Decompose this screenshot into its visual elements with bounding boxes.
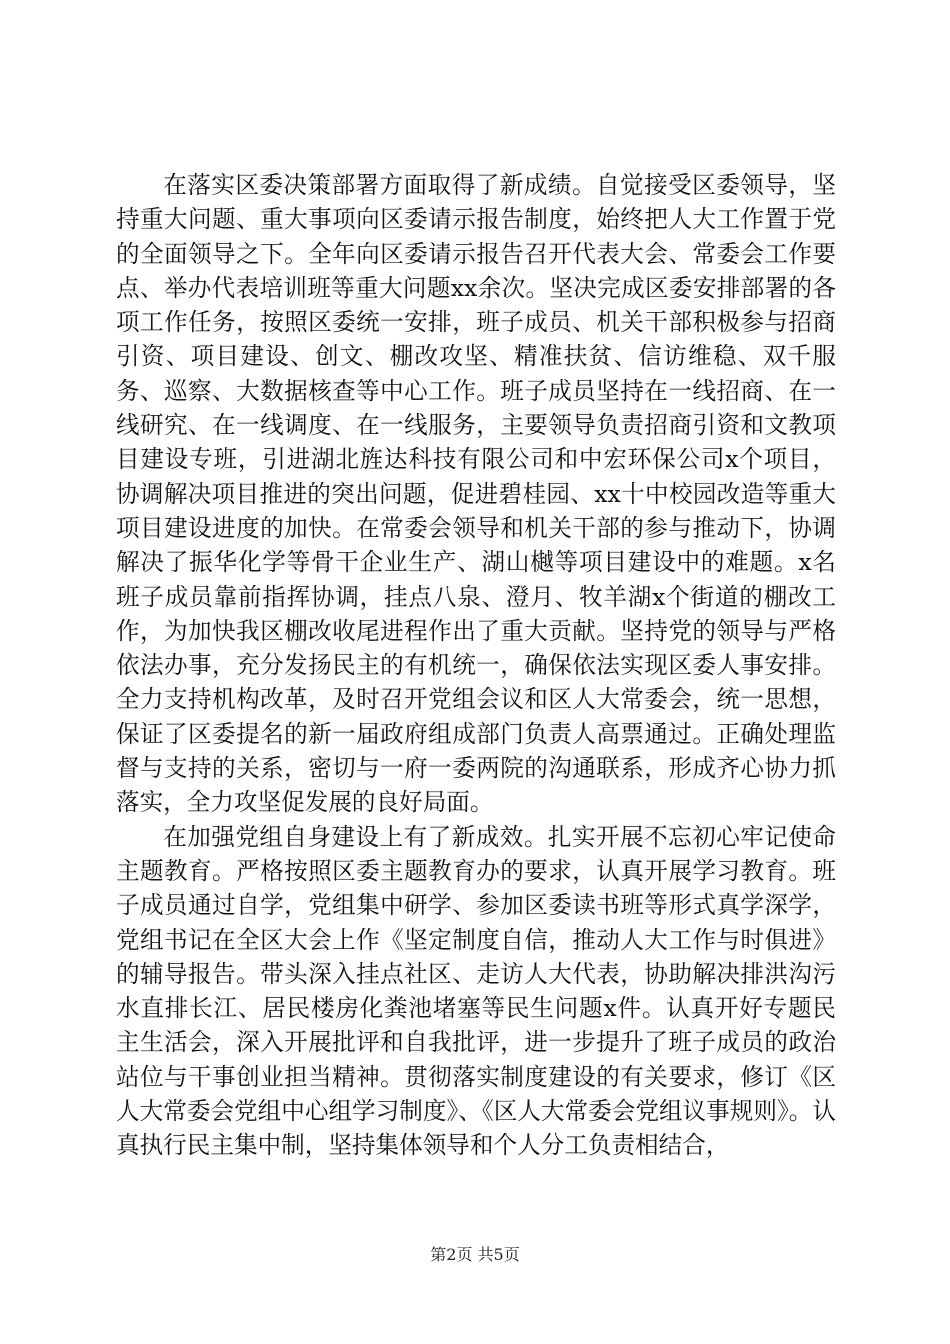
page-footer: 第2页 共5页: [430, 1245, 520, 1264]
document-body: [116, 168, 836, 1163]
paragraph-party-decisions: 在落实区委决策部署方面取得了新成绩。自觉接受区委领导，坚持重大问题、重大事项向区委请示报告制度，始终把人大工作置于党的全面领导之下。全年向区委请示报告召开代表大会、常委会工作要点、举办代表培训班等重大问题xx余次。坚决完成区委安排部署的各项工作任务，按照区委统一安排，班子成员、机关干部积极参与招商引资、项目建设、创文、棚改攻坚、精准扶贫、信访维稳、双千服务、巡察、大数据核查等中心工作。班子成员坚持在一线招商、在一线研究、在一线调度、在一线服务，主要领导负责招商引资和文教项目建设专班，引进湖北旌达科技有限公司和中宏环保公司x个项目，协调解决项目推进的突出问题，促进碧桂园、xx十中校园改造等重大项目建设进度的加快。在常委会领导和机关干部的参与推动下，协调解决了振华化学等骨干企业生产、湖山樾等项目建设中的难题。x名班子成员靠前指挥协调，挂点八泉、澄月、牧羊湖x个街道的棚改工作，为加快我区棚改收尾进程作出了重大贡献。坚持党的领导与严格依法办事，充分发扬民主的有机统一，确保依法实现区委人事安排。全力支持机构改革，及时召开党组会议和区人大常委会，统一思想，保证了区委提名的新一届政府组成部门负责人高票通过。正确处理监督与支持的关系，密切与一府一委两院的沟通联系，形成齐心协力抓落实，全力攻坚促发展的良好局面。: [116, 171, 836, 817]
paragraph-party-building: 在加强党组自身建设上有了新成效。扎实开展不忘初心牢记使命主题教育。严格按照区委主题教育办的要求，认真开展学习教育。班子成员通过自学，党组集中研学、参加区委读书班等形式真学深学，党组书记在全区大会上作《坚定制度自信，推动人大工作与时俱进》的辅导报告。带头深入挂点社区、走访人大代表，协助解决排洪沟污水直排长江、居民楼房化粪池堵塞等民生问题x件。认真开好专题民主生活会，深入开展批评和自我批评，进一步提升了班子成员的政治站位与干事创业担当精神。贯彻落实制度建设的有关要求，修订《区人大常委会党组中心组学习制度》、《区人大常委会党组议事规则》。认真执行民主集中制，坚持集体领导和个人分工负责相结合，: [116, 822, 836, 1160]
